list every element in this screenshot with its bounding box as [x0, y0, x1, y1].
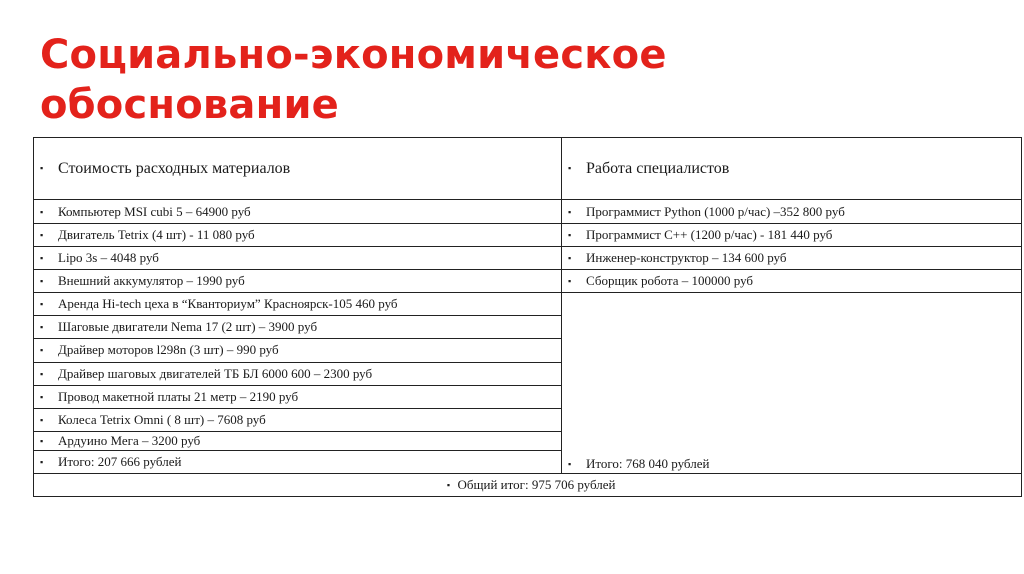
material-item-label: Колеса Tetrix Omni ( 8 шт) – 7608 руб: [58, 411, 266, 427]
material-item: [34, 385, 562, 408]
material-item-label: Двигатель Tetrix (4 шт) - 11 080 руб: [58, 226, 255, 242]
bullet-icon: ▪: [568, 458, 572, 469]
table-row: [34, 269, 1022, 292]
specialist-item-label: Инженер-конструктор – 134 600 руб: [586, 249, 787, 265]
table-row: [34, 385, 1022, 408]
material-item-label: Шаговые двигатели Nema 17 (2 шт) – 3900 руб: [58, 319, 318, 335]
cost-table: [33, 137, 1022, 497]
bullet-icon: ▪: [40, 414, 44, 425]
specialist-item-label: Сборщик робота – 100000 руб: [586, 272, 754, 288]
slide-title-line-2: обоснование: [40, 82, 340, 128]
header-materials: [34, 138, 562, 200]
specialist-item: [562, 246, 1022, 269]
materials-total-label: Итого: 207 666 рублей: [58, 453, 182, 469]
bullet-icon: ▪: [40, 163, 44, 174]
header-specialists: [562, 138, 1022, 200]
bullet-icon: ▪: [40, 322, 44, 333]
material-item: [34, 269, 562, 292]
empty-cell: [562, 431, 1022, 450]
specialist-item: [562, 269, 1022, 292]
bullet-icon: ▪: [40, 368, 44, 379]
bullet-icon: ▪: [40, 345, 44, 356]
material-item: [34, 431, 562, 450]
table-row: [34, 316, 1022, 339]
grand-total-row: [34, 473, 1022, 496]
bullet-icon: ▪: [568, 163, 572, 174]
table-row: [34, 339, 1022, 362]
totals-row: [34, 451, 1022, 474]
specialists-total-label: Итого: 768 040 рублей: [586, 455, 710, 471]
material-item-label: Компьютер MSI cubi 5 – 64900 руб: [58, 203, 251, 219]
empty-cell: [562, 385, 1022, 408]
table-row: [34, 223, 1022, 246]
table-row: [34, 246, 1022, 269]
material-item-label: Lipo 3s – 4048 руб: [58, 249, 159, 265]
table-row: [34, 431, 1022, 450]
bullet-icon: ▪: [40, 436, 44, 447]
bullet-icon: ▪: [568, 275, 572, 286]
empty-cell: [562, 293, 1022, 316]
grand-total: [34, 473, 1022, 496]
materials-total: [34, 451, 562, 474]
table-row: [34, 362, 1022, 385]
material-item: [34, 200, 562, 223]
table-row: [34, 200, 1022, 223]
material-item-label: Ардуино Мега – 3200 руб: [58, 433, 201, 449]
specialist-item: [562, 223, 1022, 246]
bullet-icon: ▪: [446, 479, 451, 490]
table-header-row: [34, 138, 1022, 200]
material-item: [34, 293, 562, 316]
empty-cell: [562, 339, 1022, 362]
material-item: [34, 246, 562, 269]
slide-title: [40, 30, 667, 130]
grand-total-label: Общий итог: 975 706 рублей: [457, 476, 616, 492]
specialist-item: [562, 200, 1022, 223]
slide-title-line-1: Социально-экономическое: [40, 32, 667, 78]
material-item-label: Драйвер моторов l298n (3 шт) – 990 руб: [58, 342, 279, 358]
bullet-icon: ▪: [40, 275, 44, 286]
material-item: [34, 408, 562, 431]
specialists-total: [562, 451, 1022, 474]
specialist-item-label: Программист Python (1000 р/час) –352 800 руб: [586, 203, 845, 219]
table-row: [34, 293, 1022, 316]
material-item-label: Аренда Hi-tech цеха в “Кванториум” Красноярск-105 460 руб: [58, 296, 398, 312]
bullet-icon: ▪: [40, 456, 44, 467]
material-item-label: Драйвер шаговых двигателей ТБ БЛ 6000 600 – 2300 руб: [58, 365, 373, 381]
specialist-item-label: Программист С++ (1200 р/час) - 181 440 руб: [586, 226, 833, 242]
bullet-icon: ▪: [40, 252, 44, 263]
header-materials-label: Стоимость расходных материалов: [58, 159, 291, 177]
bullet-icon: ▪: [568, 206, 572, 217]
bullet-icon: ▪: [40, 299, 44, 310]
material-item: [34, 316, 562, 339]
bullet-icon: ▪: [40, 206, 44, 217]
material-item: [34, 339, 562, 362]
material-item: [34, 223, 562, 246]
bullet-icon: ▪: [40, 229, 44, 240]
empty-cell: [562, 362, 1022, 385]
table-row: [34, 408, 1022, 431]
bullet-icon: ▪: [568, 252, 572, 263]
material-item-label: Внешний аккумулятор – 1990 руб: [58, 272, 245, 288]
header-specialists-label: Работа специалистов: [586, 159, 730, 177]
bullet-icon: ▪: [40, 391, 44, 402]
empty-cell: [562, 408, 1022, 431]
bullet-icon: ▪: [568, 229, 572, 240]
material-item-label: Провод макетной платы 21 метр – 2190 руб: [58, 388, 299, 404]
material-item: [34, 362, 562, 385]
empty-cell: [562, 316, 1022, 339]
